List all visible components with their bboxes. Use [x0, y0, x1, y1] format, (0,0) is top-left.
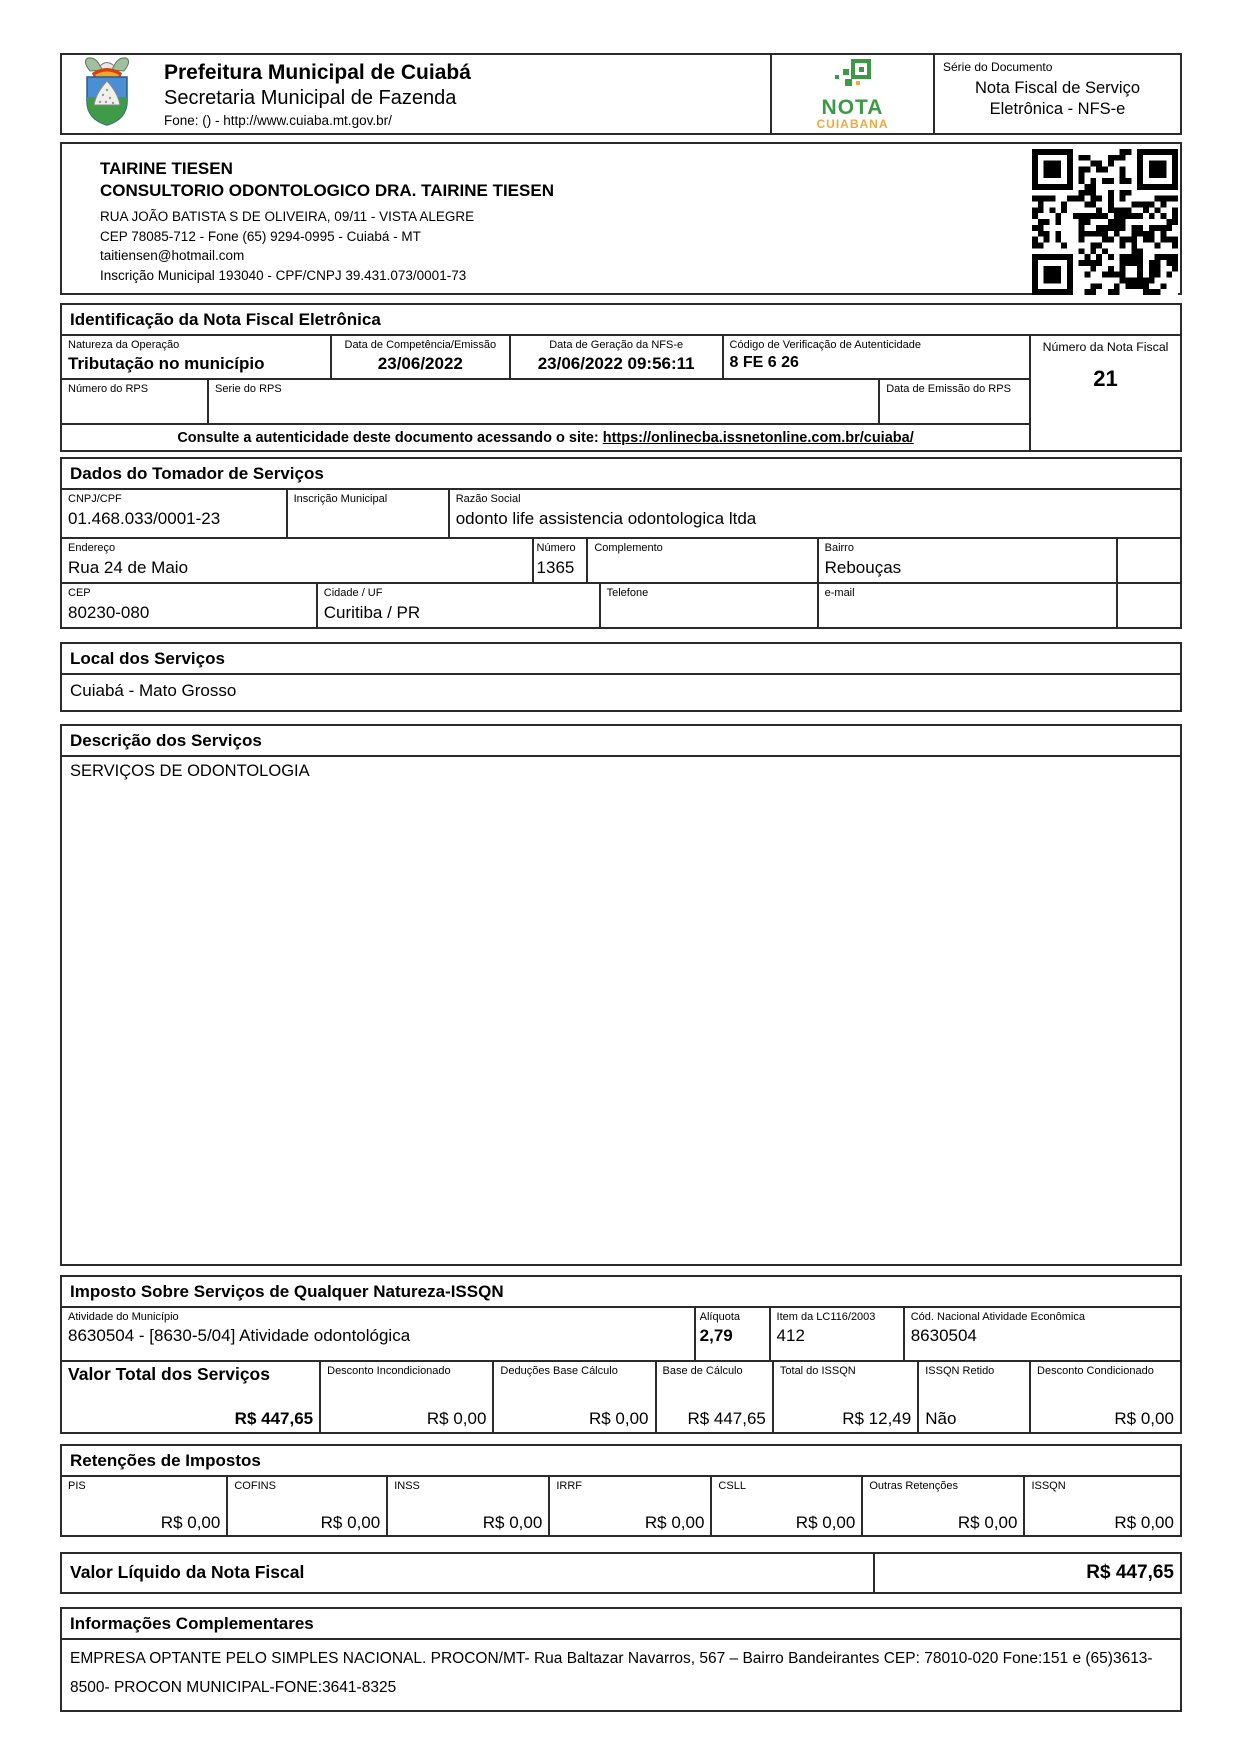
issuer-name: Prefeitura Municipal de Cuiabá — [164, 60, 471, 84]
field-value: 8630504 - [8630-5/04] Atividade odontológica — [68, 1326, 411, 1346]
descricao-value: SERVIÇOS DE ODONTOLOGIA — [70, 761, 310, 780]
local-value: Cuiabá - Mato Grosso — [70, 681, 237, 701]
field-label: Data de Emissão do RPS — [886, 383, 1011, 396]
field-label: e-mail — [824, 587, 855, 600]
field-value: Rebouças — [824, 557, 902, 577]
issqn-title: Imposto Sobre Serviços de Qualquer Natureza-ISSQN — [62, 1277, 1180, 1308]
field-value: 1365 — [536, 557, 575, 577]
field-value: R$ 0,00 — [160, 1512, 221, 1532]
field-issqn-retencao — [1023, 1477, 1180, 1535]
informacoes-text: EMPRESA OPTANTE PELO SIMPLES NACIONAL. PROCON/MT- Rua Baltazar Navarros, 567 – Bairro Bandeirantes CEP: 78010-020 Fone:151 e (65)3613-8500- PROCON MUNICIPAL-FONE:3641-8325 — [70, 1649, 1153, 1696]
authenticity-text: Consulte a autenticidade deste documento acessando o site: — [177, 429, 599, 446]
field-irrf — [548, 1477, 710, 1535]
field-value: R$ 0,00 — [795, 1512, 856, 1532]
issuer-department: Secretaria Municipal de Fazenda — [164, 87, 457, 110]
field-total-issqn — [772, 1362, 917, 1432]
field-label: Outras Retenções — [869, 1479, 958, 1492]
field-label: ISSQN Retido — [925, 1364, 995, 1377]
valor-liquido-value: R$ 447,65 — [873, 1554, 1180, 1592]
field-issqn-retido — [917, 1362, 1029, 1432]
field-data-geracao — [509, 336, 722, 378]
field-label: INSS — [394, 1479, 420, 1492]
field-bairro — [817, 539, 1119, 582]
field-value: 8630504 — [910, 1326, 977, 1346]
field-value: Curitiba / PR — [323, 602, 421, 622]
provider-inscricao: Inscrição Municipal 193040 - CPF/CNPJ 39.431.073/0001-73 — [100, 267, 467, 283]
field-value: odonto life assistencia odontologica ltda — [455, 508, 757, 528]
field-value: 8 FE 6 26 — [729, 354, 799, 372]
field-label: Natureza da Operação — [68, 339, 180, 352]
field-label: Número da Nota Fiscal — [1042, 340, 1169, 355]
field-endereco — [62, 539, 532, 582]
provider-trade-name: CONSULTORIO ODONTOLOGICO DRA. TAIRINE TIESEN — [100, 181, 554, 201]
issuer-header — [62, 55, 770, 133]
field-value: Não — [925, 1409, 957, 1429]
valor-liquido-label: Valor Líquido da Nota Fiscal — [70, 1562, 305, 1583]
field-outras-retencoes — [861, 1477, 1023, 1535]
field-value: 01.468.033/0001-23 — [68, 508, 221, 528]
nota-cuiabana-logo — [770, 55, 933, 133]
valor-liquido-section — [60, 1552, 1182, 1594]
provider-address: RUA JOÃO BATISTA S DE OLIVEIRA, 09/11 - VISTA ALEGRE — [100, 209, 475, 225]
field-emissao-rps — [878, 380, 1029, 423]
field-label: PIS — [68, 1479, 86, 1492]
field-data-competencia — [330, 336, 509, 378]
field-cidade-uf — [316, 584, 599, 627]
issuer-text — [164, 60, 471, 128]
tomador-title: Dados do Tomador de Serviços — [62, 459, 1180, 490]
field-serie-rps — [207, 380, 878, 423]
field-label: Data de Geração da NFS-e — [549, 339, 684, 352]
field-desconto-condicionado — [1029, 1362, 1180, 1432]
informacoes-complementares-section — [60, 1607, 1182, 1712]
issqn-section — [60, 1275, 1182, 1434]
field-label: CSLL — [718, 1479, 746, 1492]
field-value: R$ 0,00 — [1114, 1409, 1174, 1429]
retencoes-title: Retenções de Impostos — [62, 1446, 1180, 1477]
field-value: 23/06/2022 09:56:11 — [537, 354, 695, 374]
field-value: R$ 447,65 — [234, 1409, 314, 1429]
field-inscricao-municipal — [286, 490, 448, 537]
provider-section — [60, 142, 1182, 295]
identificacao-section — [60, 303, 1182, 452]
field-numero-rps — [62, 380, 207, 423]
field-atividade-municipio — [62, 1308, 694, 1360]
field-label: Complemento — [594, 542, 663, 555]
authenticity-notice — [62, 423, 1029, 450]
field-label: Cidade / UF — [323, 587, 383, 600]
field-label: Endereço — [68, 542, 116, 555]
field-label: Data de Competência/Emissão — [344, 339, 497, 352]
local-title: Local dos Serviços — [62, 644, 1180, 675]
field-label: Deduções Base Cálculo — [500, 1364, 618, 1377]
field-label: Código de Verificação de Autenticidade — [729, 339, 921, 352]
field-label: Telefone — [606, 587, 649, 600]
issuer-contact: Fone: () - http://www.cuiaba.mt.gov.br/ — [164, 113, 392, 129]
field-label: Base de Cálculo — [662, 1364, 743, 1377]
field-deducoes-base-calculo — [492, 1362, 654, 1432]
field-cofins — [226, 1477, 386, 1535]
field-label: Atividade do Município — [68, 1310, 179, 1323]
field-label: Inscrição Municipal — [293, 493, 388, 506]
field-label: COFINS — [234, 1479, 276, 1492]
field-value: Rua 24 de Maio — [68, 557, 189, 577]
field-value: R$ 0,00 — [644, 1512, 705, 1532]
field-label: Serie do RPS — [215, 383, 282, 396]
qr-code — [1032, 149, 1178, 295]
field-label: Razão Social — [455, 493, 521, 506]
series-value-line2: Eletrônica - NFS-e — [989, 100, 1126, 119]
field-email — [817, 584, 1119, 627]
field-value: Tributação no município — [68, 354, 265, 374]
field-label: Desconto Incondicionado — [327, 1364, 451, 1377]
field-label: CNPJ/CPF — [68, 493, 122, 506]
field-value: R$ 0,00 — [320, 1512, 381, 1532]
provider-cep-fone: CEP 78085-712 - Fone (65) 9294-0995 - Cuiabá - MT — [100, 228, 421, 244]
field-base-calculo — [655, 1362, 772, 1432]
field-natureza-operacao — [62, 336, 330, 378]
field-label: IRRF — [556, 1479, 582, 1492]
tomador-section — [60, 457, 1182, 629]
field-numero-nota-fiscal — [1029, 336, 1180, 450]
field-label: Item da LC116/2003 — [776, 1310, 876, 1323]
field-label: ISSQN — [1031, 1479, 1066, 1492]
document-header — [60, 53, 1182, 135]
descricao-servicos-section — [60, 724, 1182, 1266]
series-label: Série do Documento — [943, 60, 1053, 74]
cuiabana-logo-text: CUIABANA — [816, 116, 889, 131]
field-value: 23/06/2022 — [377, 354, 463, 374]
field-cnae — [903, 1308, 1180, 1360]
document-series-cell — [933, 55, 1180, 133]
field-csll — [710, 1477, 861, 1535]
invoice-number: 21 — [1093, 366, 1118, 392]
field-value: R$ 12,49 — [842, 1409, 912, 1429]
field-desconto-incondicionado — [319, 1362, 492, 1432]
field-label: CEP — [68, 587, 91, 600]
field-label: Valor Total dos Serviços — [68, 1363, 270, 1384]
series-value-line1: Nota Fiscal de Serviço — [974, 78, 1141, 97]
nota-cuiabana-qr-icon — [831, 59, 875, 93]
field-label: Alíquota — [699, 1310, 741, 1323]
field-inss — [386, 1477, 548, 1535]
field-label: Bairro — [824, 542, 854, 555]
field-complemento — [586, 539, 816, 582]
local-servicos-section — [60, 642, 1182, 711]
field-label: Número do RPS — [68, 383, 149, 396]
provider-email: taitiensen@hotmail.com — [100, 248, 245, 264]
field-valor-total-servicos — [62, 1362, 319, 1432]
field-value: R$ 0,00 — [957, 1512, 1018, 1532]
informacoes-title: Informações Complementares — [62, 1609, 1180, 1640]
field-label: Número — [536, 542, 576, 555]
field-item-lc116 — [769, 1308, 903, 1360]
field-value: R$ 0,00 — [426, 1409, 487, 1429]
field-label: Desconto Condicionado — [1037, 1364, 1154, 1377]
field-cep — [62, 584, 316, 627]
field-telefone — [599, 584, 817, 627]
field-label: Total do ISSQN — [779, 1364, 856, 1377]
identificacao-title: Identificação da Nota Fiscal Eletrônica — [62, 305, 1180, 336]
field-numero — [532, 539, 587, 582]
field-value: R$ 0,00 — [482, 1512, 543, 1532]
field-value: 412 — [776, 1326, 805, 1346]
field-value: 2,79 — [699, 1326, 733, 1346]
field-label: Cód. Nacional Atividade Econômica — [910, 1310, 1085, 1323]
provider-name: TAIRINE TIESEN — [100, 159, 233, 178]
field-aliquota — [694, 1308, 769, 1360]
field-value: R$ 0,00 — [588, 1409, 649, 1429]
retencoes-section — [60, 1444, 1182, 1537]
field-value: R$ 447,65 — [687, 1409, 766, 1429]
nota-logo-text: NOTA — [821, 95, 884, 119]
field-codigo-verificacao — [722, 336, 1030, 378]
field-value: 80230-080 — [68, 602, 150, 622]
field-cnpj-cpf — [62, 490, 286, 537]
authenticity-url-link[interactable]: https://onlinecba.issnetonline.com.br/cuiaba/ — [602, 429, 914, 446]
field-razao-social — [448, 490, 1180, 537]
cuiaba-coat-of-arms-icon — [76, 57, 138, 131]
field-pis — [62, 1477, 226, 1535]
descricao-title: Descrição dos Serviços — [62, 726, 1180, 757]
field-value: R$ 0,00 — [1114, 1512, 1174, 1532]
